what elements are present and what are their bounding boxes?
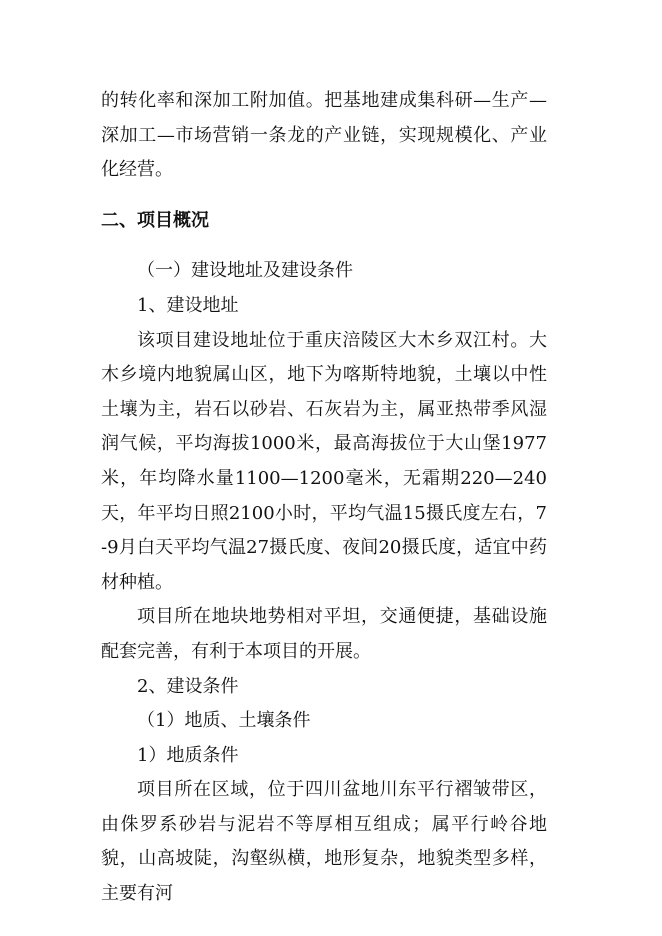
subsection-heading-site-address: 1、建设地址 (137, 294, 239, 316)
spacer (101, 238, 547, 254)
paragraph-intro-continuation: 的转化率和深加工附加值。把基地建成集科研—生产—深加工—市场营销一条龙的产业链，实现规模化、产业化经营。 (101, 90, 547, 181)
document-page (101, 84, 547, 912)
section-heading-project-overview: 二、项目概况 (101, 209, 209, 231)
subsection-heading-geology-soil: （1）地质、土壤条件 (137, 710, 311, 732)
paragraph-geology: 项目所在区域，位于四川盆地川东平行褶皱带区，由侏罗系砂岩与泥岩不等厚相互组成；属平行岭谷地貌，山高坡陡，沟壑纵横，地形复杂，地貌类型多样，主要有河 (101, 779, 547, 905)
paragraph-site-terrain: 项目所在地块地势相对平坦，交通便捷，基础设施配套完善，有利于本项目的开展。 (101, 606, 547, 662)
subsection-heading-geology: 1）地质条件 (137, 744, 239, 766)
subsection-heading-site-conditions: （一）建设地址及建设条件 (137, 260, 353, 282)
spacer (101, 188, 547, 204)
paragraph-site-address: 该项目建设地址位于重庆涪陵区大木乡双江村。大木乡境内地貌属山区，地下为喀斯特地貌，土壤以中性土壤为主，岩石以砂岩、石灰岩为主，属亚热带季风湿润气候，平均海拔1000米，最高海拔位于大山堡1977米，年均降水量1100—1200毫米，无霜期220—240天，年平均日照2100小时，平均气温15摄氏度左右，7-9月白天平均气温27摄氏度、夜间20摄氏度，适宜中药材种植。 (101, 329, 547, 593)
subsection-heading-construction-conditions: 2、建设条件 (137, 675, 239, 697)
